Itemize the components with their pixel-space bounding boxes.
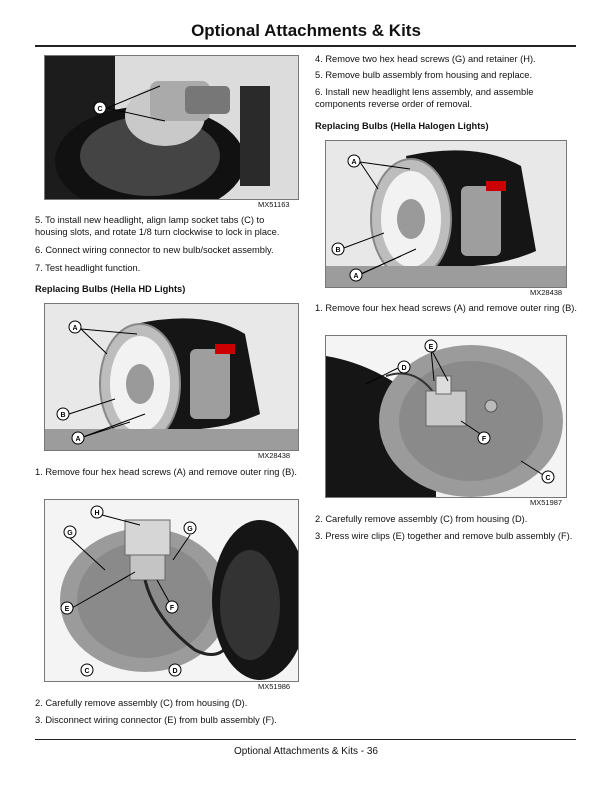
figure-caption: MX28438: [530, 288, 563, 297]
hella-hd-light-photo: [45, 304, 298, 450]
callout-label: D: [401, 365, 407, 372]
hella-halogen-light-photo: [326, 141, 566, 287]
section-heading-hella-halogen: Replacing Bulbs (Hella Halogen Lights): [315, 121, 489, 131]
callout-label: C: [545, 475, 551, 482]
callout-label: A: [351, 159, 357, 166]
hd-step-2-text: 2. Carefully remove assembly (C) from housing (D).: [35, 698, 248, 708]
hd-step-1-text: 1. Remove four hex head screws (A) and remove outer ring (B).: [35, 467, 297, 477]
headlight-socket-photo: [45, 56, 298, 199]
header-rule: [35, 45, 576, 47]
step-4-text: 4. Remove two hex head screws (G) and retainer (H).: [315, 54, 536, 64]
figure-halogen-disassembly: [325, 335, 567, 498]
callout-label: B: [335, 247, 341, 254]
callout-label: A: [75, 436, 81, 443]
callout-label: D: [172, 668, 178, 675]
figure-caption: MX51987: [530, 498, 563, 507]
hd-disassembly-photo: [45, 500, 298, 681]
figure-hella-halogen-light: [325, 140, 567, 288]
callout-label: C: [97, 106, 103, 113]
page-title: Optional Attachments & Kits: [191, 21, 421, 40]
callout-label: A: [353, 273, 359, 280]
callout-label: B: [60, 412, 66, 419]
callout-label: G: [187, 526, 193, 533]
hd-step-3-text: 3. Disconnect wiring connector (E) from bulb assembly (F).: [35, 715, 277, 725]
step-6-text: 6. Connect wiring connector to new bulb/socket assembly.: [35, 245, 274, 255]
figure-caption: MX28438: [258, 451, 291, 460]
page-footer: Optional Attachments & Kits - 36: [234, 746, 378, 757]
step-7-text: 7. Test headlight function.: [35, 263, 141, 273]
callout-label: A: [72, 325, 78, 332]
step-5-right-text: 5. Remove bulb assembly from housing and replace.: [315, 70, 533, 80]
halogen-step-3-text: 3. Press wire clips (E) together and remove bulb assembly (F).: [315, 531, 573, 541]
figure-hd-disassembly: [44, 499, 299, 682]
section-heading-hella-hd: Replacing Bulbs (Hella HD Lights): [35, 284, 186, 294]
figure-headlight-socket: [44, 55, 299, 200]
callout-label: C: [84, 668, 90, 675]
callout-label: F: [481, 436, 487, 443]
figure-hella-hd-light: [44, 303, 299, 451]
callout-label: F: [169, 605, 175, 612]
halogen-disassembly-photo: [326, 336, 566, 497]
footer-rule: [35, 739, 576, 740]
step-6-right-text: 6. Install new headlight lens assembly, and assemble components reverse order of removal.: [315, 87, 534, 109]
callout-label: H: [94, 510, 100, 517]
callout-label: E: [428, 344, 434, 351]
callout-label: G: [67, 530, 73, 537]
figure-caption: MX51986: [258, 682, 291, 691]
halogen-step-2-text: 2. Carefully remove assembly (C) from housing (D).: [315, 514, 528, 524]
step-5-text: 5. To install new headlight, align lamp socket tabs (C) to housing slots, and rotate 1/8 turn clockwise to lock in place.: [35, 215, 280, 237]
figure-caption: MX51163: [258, 200, 290, 209]
halogen-step-1-text: 1. Remove four hex head screws (A) and remove outer ring (B).: [315, 303, 577, 313]
callout-label: E: [64, 606, 70, 613]
